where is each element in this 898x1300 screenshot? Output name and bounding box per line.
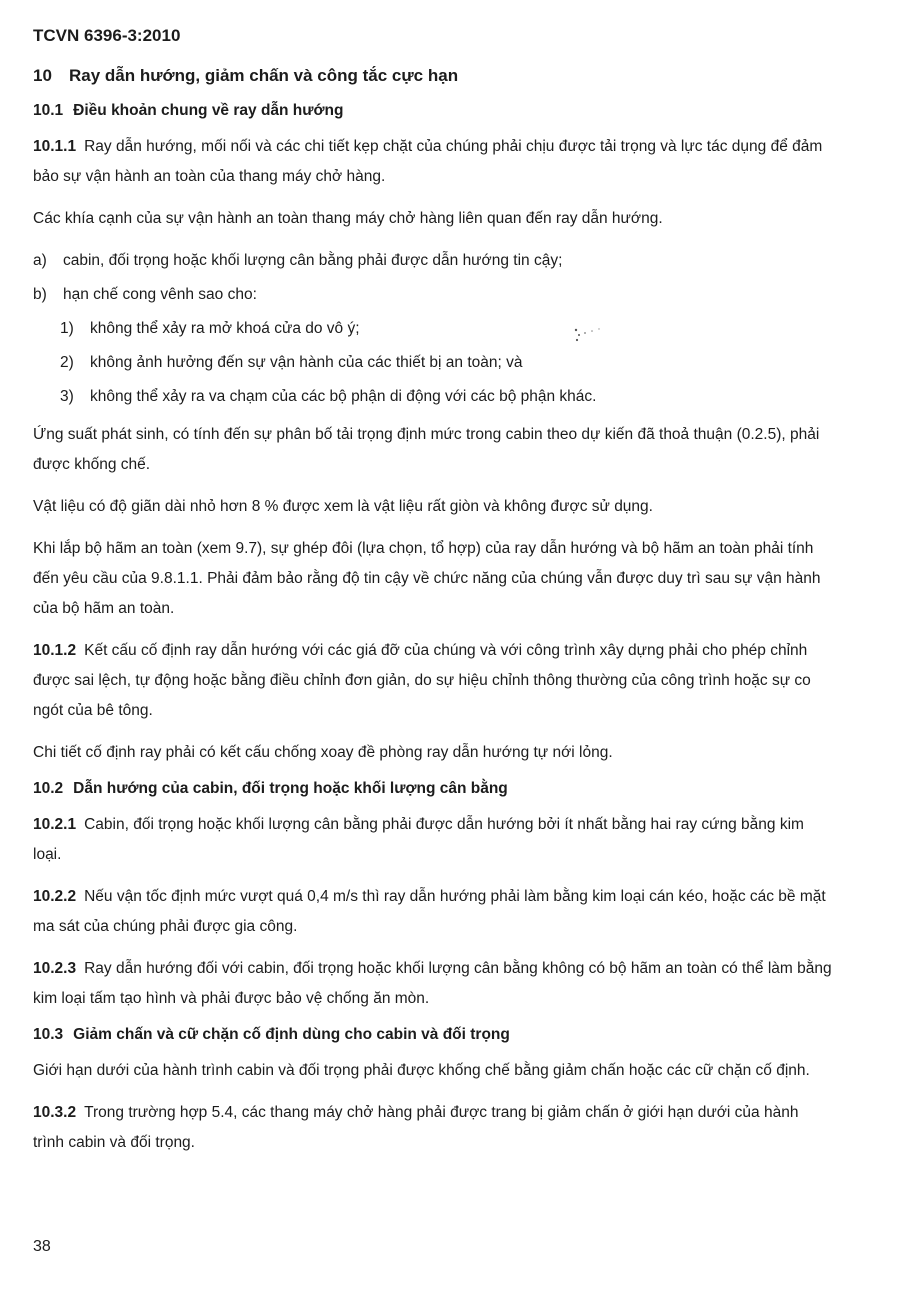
clause-number: 10.2.2 — [33, 888, 77, 905]
section-heading-10 — [33, 66, 833, 86]
clause-number: 10.2.3 — [33, 960, 77, 977]
list-text: không ảnh hưởng đến sự vận hành của các thiết bị an toàn; và — [90, 354, 523, 371]
clause-text: Ray dẫn hướng, mối nối và các chi tiết kẹp chặt của chúng phải chịu được tải trọng và lực tác dụng để đảm bảo sự vận hành an toàn của thang máy chở hàng. — [33, 138, 823, 185]
clause-text: Trong trường hợp 5.4, các thang máy chở hàng phải được trang bị giảm chấn ở giới hạn dưới của hành trình cabin và đối trọng. — [33, 1104, 799, 1151]
list-item-b — [33, 280, 833, 310]
document-page — [33, 26, 833, 1170]
clause-number: 10.3.2 — [33, 1104, 77, 1121]
list-marker: 1) — [60, 320, 74, 337]
section-title: Ray dẫn hướng, giảm chấn và công tắc cực hạn — [69, 66, 459, 85]
paragraph-10-3-limit: Giới hạn dưới của hành trình cabin và đối trọng phải được khống chế bằng giảm chấn hoặc các cữ chặn cố định. — [33, 1062, 810, 1079]
clause-10-1-1 — [33, 132, 833, 192]
sub-list-item-2 — [60, 348, 833, 378]
subsection-number: 10.3 — [33, 1026, 64, 1043]
sub-list-item-3 — [60, 382, 833, 412]
list-marker: 2) — [60, 354, 74, 371]
subsection-number: 10.1 — [33, 102, 64, 119]
clause-text: Ray dẫn hướng đối với cabin, đối trọng hoặc khối lượng cân bằng không có bộ hãm an toàn có thể làm bằng kim loại tấm tạo hình và phải được bảo vệ chống ăn mòn. — [33, 960, 832, 1007]
paragraph-stress: Ứng suất phát sinh, có tính đến sự phân bố tải trọng định mức trong cabin theo dự kiến đã thoả thuận (0.2.5), phải được khống chế. — [33, 426, 820, 473]
list-text: cabin, đối trọng hoặc khối lượng cân bằng phải được dẫn hướng tin cậy; — [63, 252, 563, 269]
subsection-title: Điều khoản chung về ray dẫn hướng — [73, 102, 344, 119]
clause-10-2-2 — [33, 882, 833, 942]
page-number: 38 — [33, 1238, 51, 1255]
clause-text: Cabin, đối trọng hoặc khối lượng cân bằng phải được dẫn hướng bởi ít nhất bằng hai ray cứng bằng kim loại. — [33, 816, 804, 863]
section-number: 10 — [33, 66, 52, 85]
clause-text: Kết cấu cố định ray dẫn hướng với các giá đỡ của chúng và với công trình xây dựng phải cho phép chỉnh được sai lệch, tự động hoặc bằng điều chỉnh đơn giản, do sự hiệu chỉnh thông thường của công trình hoặc sự co ngót của bê tông. — [33, 642, 811, 719]
clause-number: 10.2.1 — [33, 816, 77, 833]
subsection-heading-10-3 — [33, 1026, 833, 1044]
clause-10-1-2 — [33, 636, 833, 726]
clause-10-3-2 — [33, 1098, 833, 1158]
subsection-heading-10-2 — [33, 780, 833, 798]
clause-number: 10.1.2 — [33, 642, 77, 659]
list-marker: b) — [33, 286, 47, 303]
list-marker: a) — [33, 252, 47, 269]
list-text: không thể xảy ra va chạm của các bộ phận di động với các bộ phận khác. — [90, 388, 597, 405]
paragraph-safety-gear: Khi lắp bộ hãm an toàn (xem 9.7), sự ghép đôi (lựa chọn, tổ hợp) của ray dẫn hướng và bộ hãm an toàn phải tính đến yêu cầu của 9.8.1.1. Phải đảm bảo rằng độ tin cậy về chức năng của chúng vẫn được duy trì sau sự vận hành của bộ hãm an toàn. — [33, 540, 821, 617]
paragraph-fixing: Chi tiết cố định ray phải có kết cấu chống xoay đề phòng ray dẫn hướng tự nới lỏng. — [33, 744, 613, 761]
clause-10-2-1 — [33, 810, 833, 870]
list-item-a — [33, 246, 833, 276]
paragraph-intro: Các khía cạnh của sự vận hành an toàn thang máy chở hàng liên quan đến ray dẫn hướng. — [33, 210, 663, 227]
clause-text: Nếu vận tốc định mức vượt quá 0,4 m/s thì ray dẫn hướng phải làm bằng kim loại cán kéo, hoặc các bề mặt ma sát của chúng phải được gia công. — [33, 888, 826, 935]
subsection-heading-10-1 — [33, 102, 833, 120]
clause-number: 10.1.1 — [33, 138, 77, 155]
subsection-number: 10.2 — [33, 780, 64, 797]
list-text: không thể xảy ra mở khoá cửa do vô ý; — [90, 320, 360, 337]
document-code: TCVN 6396-3:2010 — [33, 26, 181, 45]
list-marker: 3) — [60, 388, 74, 405]
list-text: hạn chế cong vênh sao cho: — [63, 286, 257, 303]
paragraph-material: Vật liệu có độ giãn dài nhỏ hơn 8 % được xem là vật liệu rất giòn và không được sử dụng. — [33, 498, 653, 515]
sub-list-item-1 — [60, 314, 833, 344]
subsection-title: Dẫn hướng của cabin, đối trọng hoặc khối lượng cân bằng — [73, 780, 508, 797]
subsection-title: Giảm chấn và cữ chặn cố định dùng cho cabin và đối trọng — [73, 1026, 510, 1043]
clause-10-2-3 — [33, 954, 833, 1014]
scan-speck-mark — [568, 326, 608, 346]
